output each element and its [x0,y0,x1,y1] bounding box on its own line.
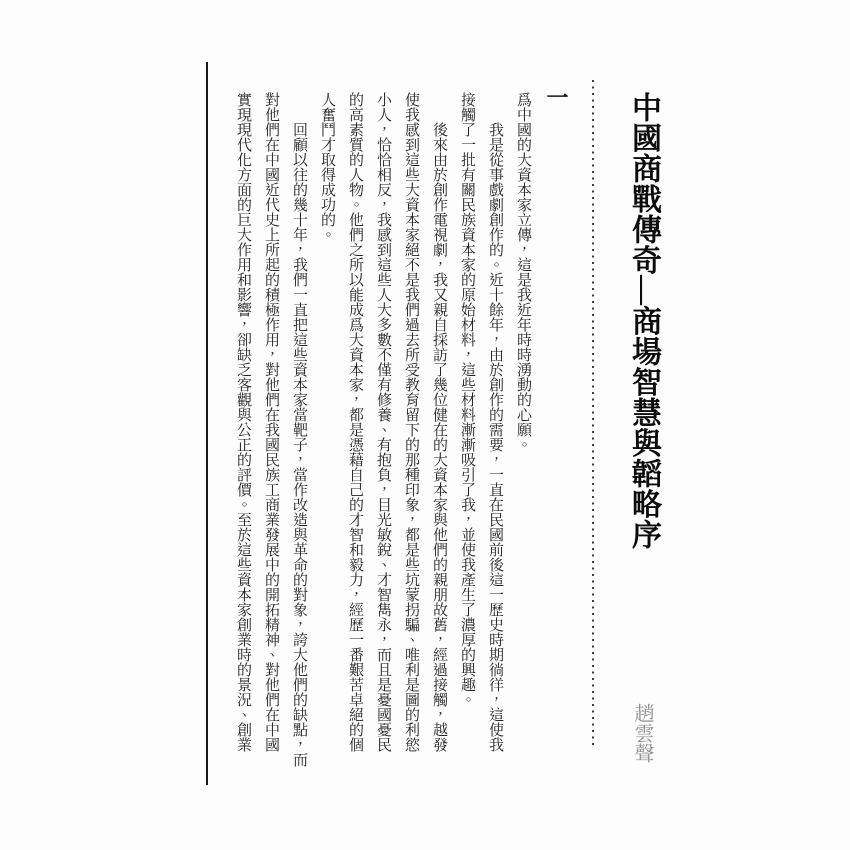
dotted-divider [592,80,594,746]
section-number: 一 [544,86,569,108]
text-line: 我是從事戲劇創作的。近十餘年，由於創作的需要，一直在民國前後這一歷史時期徜徉，這使我 [487,122,503,752]
text-line: 的高素質的人物。他們之所以能成爲大資本家，都是憑藉自己的才智和毅力，經歷一番艱苦卓絕的個 [347,92,363,752]
text-line: 接觸了一批有關民族資本家的原始材料，這些材料漸漸吸引了我，並使我產生了濃厚的興趣。 [459,92,475,707]
text-line: 實現現代化方面的巨大作用和影響，卻缺乏客觀與公正的評價。至於這些資本家創業時的景況、創業 [235,92,251,752]
text-line: 使我感到這些大資本家絕不是我們過去所受教育留下的那種印象，都是些坑蒙拐騙、唯利是圖的利慾 [403,92,419,752]
text-line: 回顧以往的幾十年，我們一直把這些資本家當靶子，當作改造與革命的對象，誇大他們的缺點，而 [291,122,307,767]
text-line: 爲中國的大資本家立傳，這是我近年時時湧動的心願。 [515,92,531,452]
preface-body [229,92,537,768]
text-line: 後來由於創作電視劇，我又親自採訪了幾位健在的大資本家與他們的親朋故舊，經過接觸，越發 [431,122,447,752]
text-line: 對他們在中國近代史上所起的積極作用，對他們在我國民族工商業發展中的開拓精神、對他們在中國 [263,92,279,752]
section-label: 序 [627,519,660,550]
text-line: 小人，恰恰相反，我感到這些人大多數不僅有修養、有抱負，目光敏銳、才智雋永，而且是憂國憂民 [375,92,391,752]
book-title: 中國商戰傳奇—商場智慧與韜略 [627,92,660,519]
text-line: 人奮鬥才取得成功的。 [319,92,335,242]
author-name: 趙雲聲 [631,703,653,763]
page-border-rule [206,62,208,785]
chapter-title [621,92,665,550]
